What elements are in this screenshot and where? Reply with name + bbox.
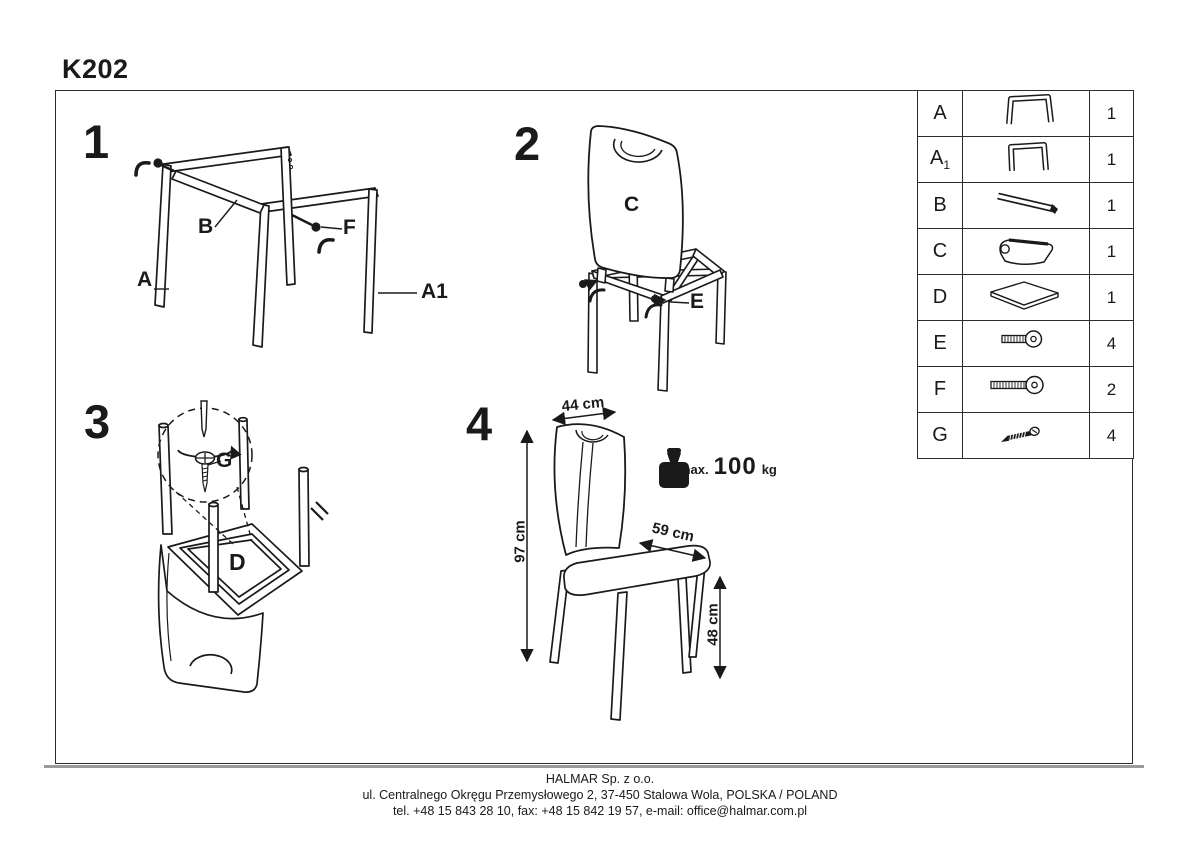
footer <box>0 771 1200 819</box>
step2-number: 2 <box>514 117 541 170</box>
part-qty: 1 <box>1090 183 1134 229</box>
max-load-prefix: max. <box>679 462 709 477</box>
part-label: A <box>933 102 947 124</box>
dim-height-label: 97 cm <box>511 520 529 563</box>
max-load-unit: kg <box>761 462 777 477</box>
parts-row-a <box>918 91 1134 137</box>
max-load-annotation <box>679 453 777 481</box>
step4-number: 4 <box>466 397 493 450</box>
step1-number: 1 <box>83 115 110 168</box>
footer-contact: tel. +48 15 843 28 10, fax: +48 15 842 19 57, e-mail: office@halmar.com.pl <box>392 804 808 818</box>
parts-row-e <box>918 321 1134 367</box>
magnified-screw-g <box>178 401 232 492</box>
parts-table <box>917 90 1134 459</box>
part-label: E <box>933 332 947 354</box>
step1-diagram <box>65 115 475 360</box>
dim-seat-height-label: 48 cm <box>704 603 722 646</box>
step3-number: 3 <box>84 395 111 448</box>
part-callout-C: C <box>624 193 640 216</box>
part-label: D <box>932 286 948 308</box>
parts-row-d <box>918 275 1134 321</box>
part-qty: 1 <box>1090 137 1134 183</box>
dim-depth-label: 59 cm <box>650 519 696 546</box>
part-qty: 2 <box>1090 367 1134 413</box>
part-label: F <box>933 378 947 400</box>
part-qty: 1 <box>1090 91 1134 137</box>
bolt-f-icon <box>964 367 1089 407</box>
part-qty: 1 <box>1090 275 1134 321</box>
parts-row-c <box>918 229 1134 275</box>
part-label: B <box>933 194 947 216</box>
page-title: K202 <box>62 54 129 84</box>
parts-row-a1 <box>918 137 1134 183</box>
part-callout-B: B <box>198 215 214 238</box>
leg-frame-a-icon <box>964 91 1089 131</box>
max-load-value: 100 <box>713 453 757 480</box>
part-label: C <box>932 240 948 262</box>
part-qty: 4 <box>1090 413 1134 459</box>
footer-address: ul. Centralnego Okręgu Przemysłowego 2, 37-450 Stalowa Wola, POLSKA / POLAND <box>362 788 838 802</box>
seat-d-icon <box>964 275 1089 315</box>
part-qty: 4 <box>1090 321 1134 367</box>
leg-frame-a1-icon <box>964 137 1089 177</box>
bottom-divider <box>44 765 1144 768</box>
parts-row-f <box>918 367 1134 413</box>
part-callout-A1: A1 <box>421 280 448 303</box>
parts-row-b <box>918 183 1134 229</box>
footer-company: HALMAR Sp. z o.o. <box>545 772 655 786</box>
dim-width-label: 44 cm <box>560 393 606 416</box>
step2-diagram <box>465 115 865 405</box>
part-callout-D: D <box>229 549 246 575</box>
part-qty: 1 <box>1090 229 1134 275</box>
part-callout-E: E <box>690 290 705 313</box>
part-callout-A: A <box>137 268 153 291</box>
part-label-sub: 1 <box>943 158 951 172</box>
parts-row-g <box>918 413 1134 459</box>
bolt-e-icon <box>964 321 1089 361</box>
part-callout-F: F <box>343 216 356 239</box>
screw-g-icon <box>964 413 1089 453</box>
part-label: G <box>932 424 948 446</box>
cross-rail-b-icon <box>964 183 1089 223</box>
part-label: A <box>929 147 944 169</box>
part-callout-G: G <box>216 449 233 472</box>
backrest-c-icon <box>964 229 1089 269</box>
